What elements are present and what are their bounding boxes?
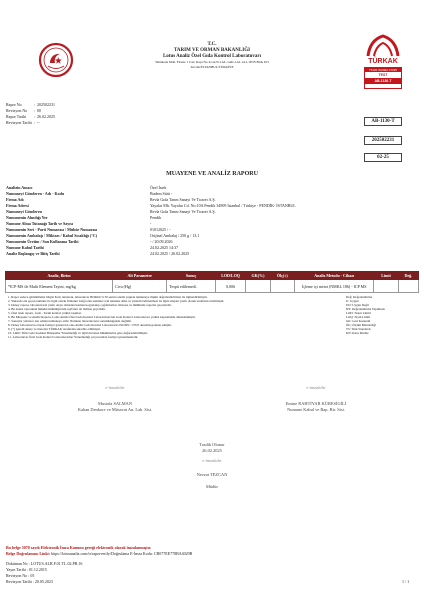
info-value: Budem Sütü - (150, 191, 173, 196)
info-row (6, 227, 418, 232)
info-key: Analizin Amacı (6, 185, 33, 190)
info-key: Numunenin Ambalajı / Miktarı / Kabul Sıcaklığı (°C) (6, 233, 98, 238)
report-number-box: 202502231 (364, 136, 402, 145)
abbrev-item: GK: Geri Kazanım (346, 319, 371, 323)
header-tc: T.C. (207, 42, 217, 47)
table-header-row (6, 272, 419, 280)
header-address1: Tahtakale Mah. Firuze 1 Cad. Kapı No 4/1A/N-1AL-1AK-1AJ-1A1-1H B Blok D:5 (154, 60, 270, 64)
right-signer-name: Emine RAHTİYAR KÜRESİGİLİ (285, 401, 347, 406)
col-lodloq: LOD/LOQ (215, 272, 245, 280)
turkak-code: AB-1130-T (365, 78, 401, 84)
info-value: Özel İstek (150, 185, 167, 190)
note-item: 10. Limit: Türk Gıda Kodeksi Bulaşanlar Yönetmeliği ve ilgili mevzuat hükümlerine göre değerlendirilmiştir. (8, 331, 148, 335)
notes-section (0, 296, 424, 356)
report-no-value: 202502231 (37, 102, 55, 107)
info-key: Analiz Başlangıç ve Bitiş Tarihi (6, 251, 60, 256)
col-subparam: Alt Parametre (113, 272, 167, 280)
info-value: Yayalar Mh. Yayalar Cd. No:10A Pendik 34909 İstanbul / Türkiye - PENDİK- İSTANBUL (150, 203, 296, 208)
abbrev-item: Değ: Değerlendirme (346, 295, 373, 299)
cell-method: İçleme içi metot (NMKL 186) - ICP MS (294, 280, 374, 293)
info-value: 01012025 / - (150, 227, 171, 232)
center-approval-date: 26.02.2025 (202, 448, 222, 453)
footer-pub-date: Yayın Tarihi : 01.12.2015 (6, 567, 47, 572)
turkak-line2: TEST (378, 73, 388, 77)
right-e-signed: e-imzalıdır (306, 385, 326, 390)
col-deg: Değ. (398, 272, 418, 280)
header-ministry: TARIM VE ORMAN BAKANLIĞI (173, 48, 251, 53)
center-e-signed: e-imzalıdır (202, 458, 222, 463)
table-row (6, 280, 419, 293)
revision-no-label: Revizyon No (6, 108, 28, 113)
info-key: Numune Kabul Tarihi (6, 245, 44, 250)
col-limit: Limit (374, 272, 398, 280)
cell-limit (374, 280, 398, 293)
note-item: 11. Laboratuvar Özel Gıda Kontrol Laboratuvarları Yönetmeliği çerçevesinde faaliyet göstermektedir. (8, 335, 139, 339)
info-row (6, 245, 418, 250)
center-signature (160, 442, 264, 490)
note-item: 1. Rapor sadece görüntüleme bilgisi hariç tutularak, laboratuvar Bölümü % 50 şartını analiz yapılan numuneye ilişkin değerlendirilmesi ile ilgilendirilmiştir. (8, 295, 208, 299)
info-key: Numuneyi Gönderen - Adı - Kodu (6, 191, 65, 196)
revision-date-label: Revizyon Tarihi (6, 120, 32, 125)
info-row (6, 191, 418, 196)
cell-olc (270, 280, 294, 293)
cell-gk (246, 280, 270, 293)
info-value: Pendik (150, 215, 162, 220)
info-value: - (150, 221, 152, 226)
turkak-line1: TS EN ISO/IEC 17025 (365, 68, 401, 72)
cell-deg (398, 280, 418, 293)
report-date-label: Rapor Tarihi (6, 114, 27, 119)
info-value: - / 20.09.2026 (150, 239, 173, 244)
footer-rev-no: Revizyon No : 05 (6, 573, 35, 578)
note-item: 7. Sonuçlar yalnızca test edilen numuneye aittir. Numune laboratuvarın sorumluluğunda değildir. (8, 319, 132, 323)
info-row (6, 239, 418, 244)
info-value: 24.02.2025 / 26.02.2025 (150, 251, 190, 256)
info-key: Numuneyi Gönderen (6, 209, 42, 214)
center-approval-title: Tasdik Olunur (199, 442, 225, 447)
info-value: Revla Gıda Tarım Sanayi Ve Ticaret A.Ş. (150, 197, 216, 202)
left-signer-company: Kahan Denkore ve Müsavat An. Lab. Sist. (77, 407, 153, 412)
turkak-emblem-icon (360, 30, 406, 60)
footer-page-number: 1 / 1 (402, 579, 410, 584)
cell-result: Tespit edilemedi. (167, 280, 216, 293)
info-key: Numunenin Üretim / Son Kullanma Tarihi (6, 239, 79, 244)
col-olc: Ölç(±) (270, 272, 294, 280)
footer-doc-no: Doküman No : LOTUS.ALR.F.01.TL.02.PR.16 (6, 561, 83, 566)
col-result: Sonuç (167, 272, 216, 280)
abbrev-item: UD: Uygun Değil (346, 303, 369, 307)
abbrev-item: LOD: Tespit Limiti (346, 311, 371, 315)
col-gk: GK(%) (246, 272, 270, 280)
abbrev-item: TS: Türk Standardı (346, 327, 371, 331)
report-no-colon: : (34, 102, 36, 107)
info-row (6, 221, 418, 226)
info-row (6, 215, 418, 220)
revision-date-value: -- (37, 120, 40, 125)
note-item: 2. Yukarıda adı geçen numune ile ilgili olarak firmanın isteği olan analizler için numune alma ve yöntem belirlenmesi ile ilgili talepler yazılı olarak tarafımıza iletilmiştir. (8, 299, 225, 303)
info-key: Firma Adresi (6, 203, 29, 208)
abbrev-item: Ölç: Ölçüm Belirsizliği (346, 323, 376, 327)
report-date-value: 26.02.2025 (37, 114, 55, 119)
info-row (6, 185, 418, 190)
footer-rev-date: Revizyon Tarihi : 20.05.2023 (6, 579, 53, 584)
verification-line (6, 551, 192, 556)
info-key: Numunenin Alındığı Yer (6, 215, 48, 220)
info-row (6, 203, 418, 208)
cell-analysis: *ICP-MS ile Multi Element Tayini, mg/kg (6, 280, 113, 293)
info-key: Numunenin Seri - Parti Numarası / Mühür Numarası (6, 227, 98, 232)
header-address2: Avcılar/İSTANBUL/TÜRKİYE (190, 65, 234, 69)
info-value: Orijinal Ambalaj / 250 g / 13,1 (150, 233, 200, 238)
center-signer-name: Nevzat TEZCAN (196, 472, 228, 477)
abbrev-item: U: Uygun (346, 299, 359, 303)
left-signature (70, 385, 160, 413)
info-row (6, 209, 418, 214)
note-item: 6. Bu Muayene ve Analiz Raporu, Lotus Analiz Özel Gıda Kontrol Laboratuvarı'nın Gıda Kontrol Laboratuvarı yetkisi kapsamında düzenlenmiştir. (8, 315, 196, 319)
info-value: 24.02.2025 14:37 (150, 245, 179, 250)
report-title: MUAYENE VE ANALİZ RAPORU (166, 171, 258, 177)
cell-lodloq: 0,006 (215, 280, 245, 293)
left-e-signed: e-imzalıdır (105, 385, 125, 390)
report-no-label: Rapor No (6, 102, 22, 107)
turkak-logo (360, 30, 406, 92)
abbrev-item: KN: Kuru Madde (346, 331, 369, 335)
verification-link[interactable]: https://lotusanaliz.com/tr/raporverify/Doğrulama E-İmza Kodu: CB077EE778BA4029B (51, 551, 193, 556)
col-method: Analiz Metodu - Cihazı (294, 272, 374, 280)
info-row (6, 197, 418, 202)
note-item: 5. Özel istek raporu, Gıda - Tarım kontrol yetkisi taşımaz. (8, 311, 82, 315)
info-row (6, 251, 418, 256)
turkak-brand: TÜRKAK (368, 58, 398, 65)
note-item: 4. Bu analiz raporunun hukuki bütünlüğü tüm sayfaları ile birlikte geçerlidir. (8, 307, 106, 311)
right-signature (268, 385, 364, 413)
revision-no-value: 00 (37, 108, 41, 113)
note-item: 8. Deney laboratuvarı olarak faaliyet gösteren Lotus Analiz Gıda Kontrol Laboratuvarı ISO/IEC 17025 akreditasyonuna sahiptir. (8, 323, 172, 327)
cell-subparam: Civa (Hg) (113, 280, 167, 293)
note-item: 9. (*) işaretli deney ve metotlar TÜRKAK tarafından akredite edilmiştir. (8, 327, 101, 331)
info-key: Numune Alma Tutanağı Tarih ve Sayısı (6, 221, 74, 226)
e-signature-notice: Bu belge 5070 sayılı Elektronik İmza Kanunu gereği elektronik olarak imzalanmıştır. (6, 545, 152, 550)
left-signer-name: Mustafa SALMAN (97, 401, 133, 406)
note-item: 3. Deney raporu, laboratuvarın yazılı onayı olmadan kısmen kopyalanıp çoğaltılamaz. İmzasız ve mühürsüz raporlar geçersizdir. (8, 303, 172, 307)
info-row (6, 233, 418, 238)
info-key: Firma Adı (6, 197, 24, 202)
abbrev-item: LOQ: Tayin Limiti (346, 315, 371, 319)
abbrev-item: DY: Değerlendirme Yapılmadı (346, 307, 385, 311)
verification-label: Belge Doğrulaması Linki: (6, 551, 51, 556)
info-value: Revla Gıda Tarım Sanayi Ve Ticaret A.Ş. (150, 209, 216, 214)
report-month-box: 02-25 (364, 153, 402, 162)
results-table (5, 271, 419, 293)
header-lab: Lotus Analiz Özel Gıda Kontrol Laboratuvarı (162, 54, 262, 59)
accreditation-code-box: AB-1130-T (364, 117, 402, 126)
col-analysis: Analiz, Birim (6, 272, 113, 280)
right-signer-company: Numune Kabul ve Rap. Bir. Sist. (287, 407, 345, 412)
center-signer-role: Müdür (206, 484, 218, 489)
